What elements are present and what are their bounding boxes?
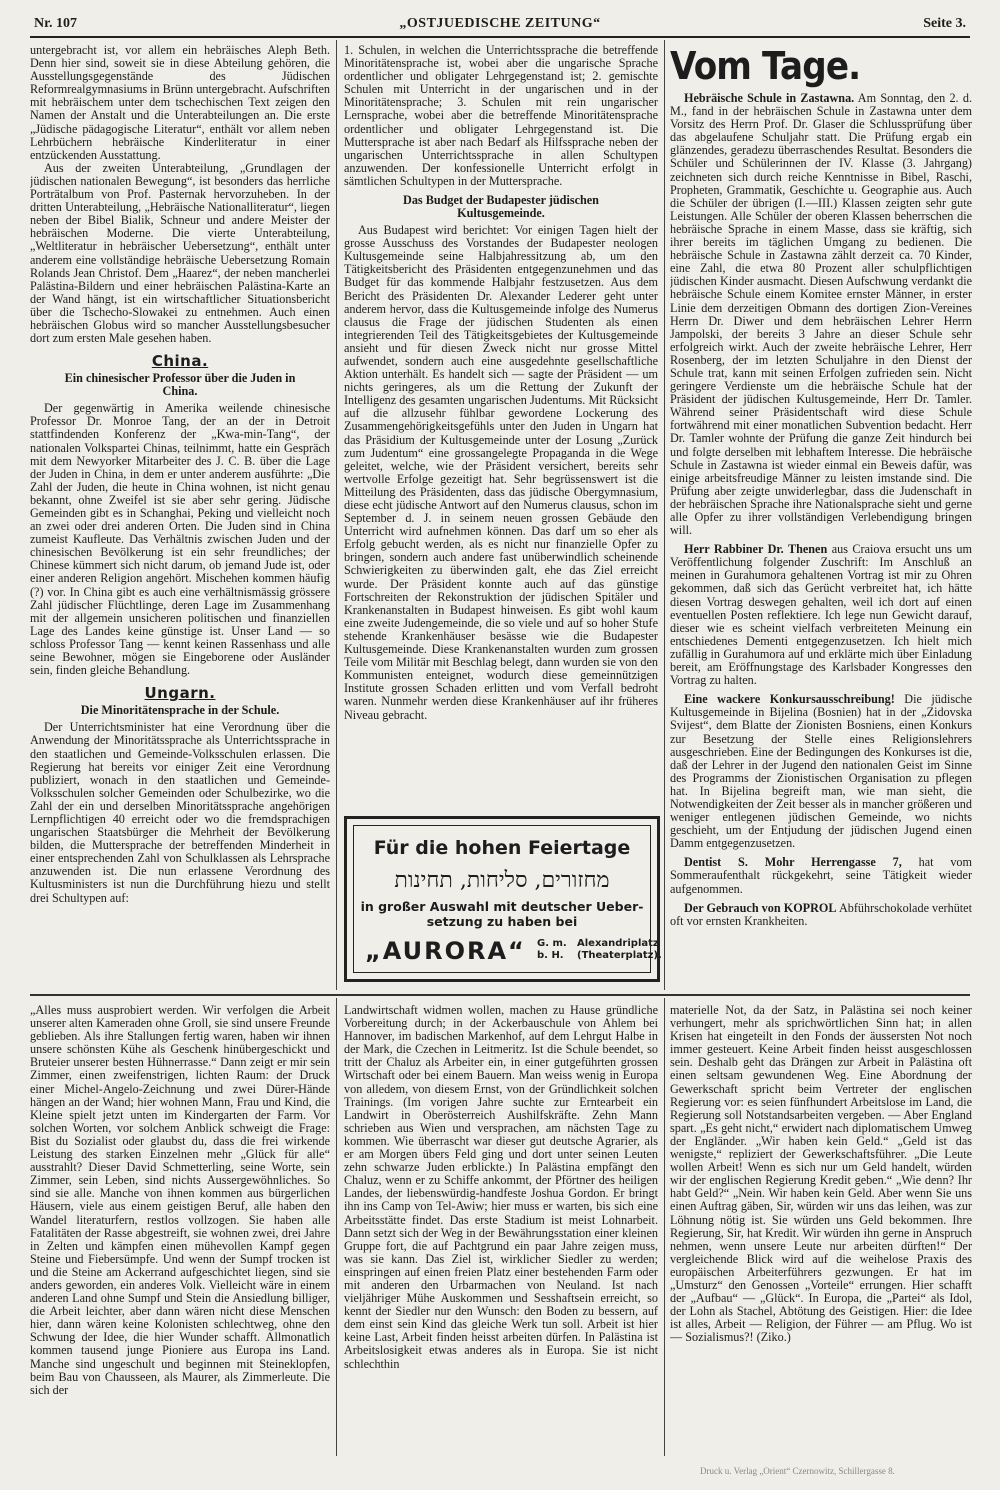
news-lead: Hebräische Schule in Zastawna. bbox=[684, 91, 855, 105]
advertisement-box bbox=[344, 816, 660, 982]
ad-address bbox=[577, 938, 662, 962]
article-paragraph: untergebracht ist, vor allem ein hebräisches Aleph Beth. Denn hier sind, soweit sie in diese Abteilung gehören, die Ausstellungsgegenstände des Jüdischen Reformrealgymnasiums in Brünn untergebracht. Aufschriften mit hebräischem unter dem tschechischen Text zeigen den Namen der Anstalt und die Unterabteilungen an. Die erste „Jüdische pädagogische Literatur“, enthält vor allem neben Lehrbüchern hebräische Kinderliteratur in einer entzückenden Ausstattung. bbox=[30, 44, 330, 162]
news-text: Die jüdische Kultusgemeinde in Bijelina (Bosnien) hat in der „Zidovska Svijest“, dem Blatte der Zionisten Bosniens, einen Konkurs zur Besetzung der Stelle eines Religionslehrers ausgeschrieben. Eine der Bedingungen des Konkurses ist die, daß der Lehrer in der Jugend den nationalen Geist im Sinne des Programms der Zionistischen Organisation zu pflegen hat. In Bijelina begreift man, wie man sieht, die Notwendigkeiten der Zeit besser als in mancher größeren und weniger entlegenen jüdischen Gemeinde, wo nichts geschieht, um der Entjudung der jüdischen Jugend einen Damm entgegenzusetzen. bbox=[670, 692, 972, 851]
article-headline: Ein chinesischer Professor über die Juden in China. bbox=[64, 371, 296, 399]
news-lead: Der Gebrauch von KOPROL bbox=[684, 900, 837, 915]
news-lead: Dentist S. Mohr Herrengasse 7, bbox=[684, 855, 902, 870]
section-heading-china: China. bbox=[151, 352, 209, 371]
article-paragraph: Aus Budapest wird berichtet: Vor einigen Tagen hielt der grosse Ausschuss des Vorstandes der Budapester neologen Kultusgemeinde seine Halbjahressitzung ab, um den Tätigkeitsbericht des Präsidenten entgegenzunehmen und das Budget für das kommende Halbjahr festzusetzen. Aus dem Bericht des Präsidenten Dr. Alexander Lederer geht unter anderem hervor, dass die Kultusgemeinde infolge des Numerus clausus die Frage der jüdischen Studenten als einen integrierenden Teil des Tätigkeitsgebietes der Kultusgemeinde ansieht und für diesen Zweck nicht nur grosse Mittel aufwendet, sondern auch eine ausgedehnte gesellschaftliche Aktion unterhält. Es handelt sich — sagte der Präsident — um nichts geringeres, als um die Rettung der Zukunft der Intelligenz des gesamten ungarischen Judentums. Mit Rücksicht auf die allzusehr fühlbar gewordene Lockerung des Zusammengehörigkeitsgefühls unter den Juden in Ungarn hat das Präsidium der Kultusgemeinde unter der Losung „Zurück zum Judentum“ eine grossangelegte Propaganda in die Wege geleitet, welche, wie der Präsident versichert, bereits sehr wertvolle Erfolge gezeitigt hat. Sehr begrüssenswert ist die Mitteilung des Präsidenten, dass das jüdische Obergymnasium, diese echt jüdische Antwort auf den Numerus clausus, schon im September d. J. in seinem neuen grossen Gebäude den Unterricht wird aufnehmen können. Das darf um so eher als Erfolg gebucht werden, als es nicht nur finanzielle Opfer zu bringen, sondern auch andere fast unüberwindlich scheinende Schwierigkeiten zu überwinden galt, ehe das Ziel erreicht wurde. Der Präsident konnte auch auf das günstige Fortschreiten der Rekonstruktion der jüdischen Spitäler und Krankenanstalten in Budapest hinweisen. Es gibt wohl kaum eine zweite Judengemeinde, die so viele und auf so hoher Stufe stehende Krankenhäuser besässe wie die Budapester Kultusgemeinde. Diese Krankenanstalten wurden zum grossen Teile vom Militär mit Beschlag belegt, dann wurden sie von den Kommunisten enteignet, wodurch diese gemeinnützigen Institute grossen Schaden erlitten und vom Verfall bedroht waren. Nunmehr werden diese Krankenhäuser auf ihr früheres Niveau gebracht. bbox=[344, 223, 658, 722]
article-headline: Die Minoritätensprache in der Schule. bbox=[80, 703, 280, 718]
feuilleton-column-2 bbox=[344, 1004, 658, 1456]
ad-address-line: (Theaterplatz). bbox=[577, 950, 662, 961]
news-text: Abführschokolade verhütet oft vor ernsten Krankheiten. bbox=[670, 900, 972, 928]
news-lead: Eine wackere Konkursausschreibung! bbox=[684, 692, 895, 707]
feuilleton-column-3 bbox=[670, 1004, 972, 1456]
horizontal-divider bbox=[30, 994, 970, 996]
column-rule bbox=[664, 40, 665, 990]
column-rule bbox=[664, 998, 665, 1456]
page-number: Seite 3. bbox=[923, 16, 966, 31]
news-lead: Herr Rabbiner Dr. Thenen bbox=[684, 542, 828, 557]
news-item bbox=[670, 902, 972, 928]
column-2 bbox=[344, 44, 658, 804]
column-rule bbox=[336, 998, 337, 1456]
news-text: aus Craiova ersucht uns um Veröffentlichung folgender Zuschrift: Im Anschluß an meinen in Gurahumora gehaltenen Vortrag ist mir zu Ohren gekommen, daß sich das Gerücht verbreitet hat, ich hätte diesen Vortrag deswegen gehalten, weil ich dort auf einen eventuellen Posten reflektiere. Ich lege nun Gewicht darauf, dieser wie es scheint vielfach verbreiteten Meinung ein entschiedenes Dementi entgegenzusetzen. Ich hielt mich zufällig in Gurahumora auf und erklärte mich über Einladung bereit, am Eröffnungstage des Karlsbader Kongresses den Vortrag zu halten. bbox=[670, 542, 972, 688]
news-text: Am Sonntag, den 2. d. M., fand in der hebräischen Schule in Zastawna unter dem Vorsitz des Herrn Prof. Dr. Glaser die Schlussprüfung über das abgelaufene Schuljahr statt. Die Prüfung ergab ein glänzendes, geradezu überraschendes Resultat. Besonders die Schüler und Schülerinnen der IV. Klasse (3. Jahrgang) zeichneten sich durch reiche Kenntnisse in Bibel, Raschi, Propheten, Grammatik, Geschichte u. Geographie aus. Auch die Schüler der übrigen (I.—III.) Klassen zeigten sehr gute Leistungen. Alle Schüler der oberen Klassen beherrschen die hebräische Sprache in einem Masse, dass sie kräftig, sich ihrer bereits im täglichen Umgang zu bedienen. Die hebräische Schule in Zastawna zählt derzeit ca. 70 Kinder, eine Zahl, die etwa 80 Prozent aller schulpflichtigen jüdischen Kinder ausmacht. Diesen Aufschwung verdankt die hebräische Schule einem Komitee ernster Männer, in erster Linie dem derzeitigen Obmann des dortigen Zion-Vereines Herrn Dr. Diwer und dem hebräischen Lehrer Herrn Jampolski, der bereits 3 Jahre an dieser Schule sehr erfolgreich wirkt. Auch der zweite hebräische Lehrer, Herr Rosenberg, der im letzten Schuljahre in den Dienst der Schule trat, kann mit seinen Erfolgen zufrieden sein. Nicht geringere Verdienste um die hebräische Schule hat der Präsident der jüdischen Kultusgemeinde, Herr Dr. Tamler. Während seiner Präsidentschaft wird diese Schule fortwährend mit einer monatlichen Subvention bedacht. Herr Dr. Tamler wohnte der Prüfung die ganze Zeit hindurch bei und folgte derselben mit lebhaftem Interesse. Die hebräische Schule in Zastawna ist wieder einmal ein Beweis dafür, was einige arbeitsfreudige Männer zu leisten imstande sind. Die Prüfung aber zeigte unwiderlegbar, dass die Judenschaft in der hebräischen Sprache ihre Nationalsprache sieht und gerne alle Opfer zu ihrer vollständigen Verlebendigung bringen will. bbox=[670, 91, 972, 538]
page-header bbox=[30, 14, 970, 38]
article-paragraph: Landwirtschaft widmen wollen, machen zu Hause gründliche Vorbereitung durch; in der Ackerbauschule von Ahlem bei Hannover, im badischen Markenhof, auf dem Lehrgut Halbe in der Mark, die Czechen in Leitmeritz. Ist die Schule beendet, so tritt der Chaluz als Arbeiter ein, in einer gutgeführten grossen Wirtschaft oder bei einem Bauern. Man weiss wenig in Europa von alledem, von diesem Ernst, von der Gründlichkeit solchen Trainings. (Im vorigen Jahre suchte zur Erntearbeit ein Landwirt in Oberösterreich Aushilfskräfte. Zehn Mann schrieben aus Wien und versprachen, am nächsten Tage zu kommen. Wie überrascht war dieser gut deutsche Agrarier, als er am Morgen übers Feld ging und dort unter seinen Leuten zehn schwarze Juden erblickte.) In Palästina empfängt den Chaluz, wenn er zu Schiffe ankommt, der Pförtner des heiligen Landes, der liebenswürdig-handfeste Joshua Gordon. Er bringt ihn ins Camp von Tel-Awiw; hier muss er warten, bis sich eine Arbeitsstätte findet. Das erste Stadium ist meist Lohnarbeit. Dann setzt sich der Weg in der Bewährungsstation einer kleinen Gruppe fort, die auf Pachtgrund ein paar Jahre zeigen muss, was sie kann. Das Ziel ist, wirklicher Siedler zu werden; einspringen auf einen freien Platz einer bestehenden Farm oder mit anderen den Urbarmachen von Neuland. Ist nach vieljähriger Mühe Auskommen und Sesshaftsein erreicht, so kennt der Siedler nur den Wunsch: den Boden zu bessern, auf dem einst sein Kind das gleiche Werk tun soll. Arbeit ist hier keine Last, Arbeit finden heisst arbeiten dürfen. In Palästina ist Arbeitslosigkeit etwas anderes als in Europa. Sie ist nicht schlechthin bbox=[344, 1004, 658, 1371]
section-heading-ungarn: Ungarn. bbox=[144, 684, 216, 703]
news-item bbox=[670, 693, 972, 850]
ad-body-line: in großer Auswahl mit deutscher Ueber- bbox=[360, 899, 644, 914]
news-item bbox=[670, 543, 972, 687]
ad-brand: „AURORA“ bbox=[365, 937, 526, 965]
news-item bbox=[670, 92, 972, 537]
printer-imprint: Druck u. Verlag „Orient“ Czernowitz, Schillergasse 8. bbox=[700, 1466, 895, 1476]
section-title-vom-tage: Vom Tage. bbox=[670, 44, 861, 88]
masthead-title: „OSTJUEDISCHE ZEITUNG“ bbox=[399, 16, 601, 31]
column-1 bbox=[30, 44, 330, 990]
news-text: hat vom Sommeraufenthalt rückgekehrt, seine Tätigkeit wieder aufgenommen. bbox=[670, 855, 972, 896]
ad-hebrew-line: מחזורים, סליחות, תחינות bbox=[394, 868, 610, 893]
feuilleton-column-1 bbox=[30, 1004, 330, 1456]
ad-headline: Für die hohen Feiertage bbox=[373, 837, 631, 859]
article-paragraph: Der Unterrichtsminister hat eine Verordnung über die Anwendung der Minoritätssprache als Unterrichtssprache in den staatlichen und Gemeinde-Volksschulen erlassen. Die Regierung hat bereits vor einiger Zeit eine Verordnung publiziert, wonach in den staatlichen und Gemeinde-Volksschulen solcher Gemeinden oder Schulbezirke, wo die Zahl der ein und derselben Minoritätssprache angehörigen Lernpflichtigen 40 erreicht oder wo die fremdsprachigen ungarischen Staatsbürger die Mehrheit der Bevölkerung bilden, die Muttersprache der betreffenden Minderheit in einer entsprechenden Zahl von Schulklassen als Lehrsprache anzuwenden ist. Die nun erlassene Verordnung des Kultusministers ist nun die Durchführung hiezu und stellt drei Schultypen auf: bbox=[30, 720, 330, 905]
article-paragraph: 1. Schulen, in welchen die Unterrichtssprache die betreffende Minoritätensprache ist, wobei aber die ungarische Sprache ordentlicher und obligater Lehrgegenstand ist; 2. gemischte Schulen mit Unterricht in der ungarischen und in der Minoritätensprache; 3. Schulen mit rein ungarischer Lernsprache, wobei aber die betreffende Minoritätensprache ordentlicher und obligater Lehrgegenstand ist. Die Muttersprache ist aber nach Bedarf als Hilfssprache neben der ungarischen Unterrichtssprache in allen Schultypen anzuwenden. Der konfessionelle Unterricht erfolgt in sämtlichen Schultypen in der Muttersprache. bbox=[344, 44, 658, 188]
news-item bbox=[670, 856, 972, 895]
column-rule bbox=[336, 40, 337, 990]
ad-body-line: setzung zu haben bei bbox=[426, 914, 578, 929]
article-paragraph: Aus der zweiten Unterabteilung, „Grundlagen der jüdischen nationalen Bewegung“, ist besonders das herrliche Porträtalbum von Prof. Pasternak hervorzuheben. In der dritten Unterabteilung, „Hebräische Nationalliteratur“, liegen neben der Bibel Bialik, Schneur und andere Meister der hebräischen Moderne. Die vierte Unterabteilung, „Weltliteratur in hebräischer Uebersetzung“, enthält unter anderem eine vollständige hebräische Uebersetzung Romain Rolands Jean Christof. Dem „Haarez“, der neben mancherlei Palästina-Bildern und einer hebräischen Palästina-Karte an der Wand hängt, ist ein wirtschaftlicher Situationsbericht über die Tschecho-Slowakei zu entnehmen. Auch einen hebräischen Globus wird so mancher Ausstellungsbesucher dort zum ersten Male gesehen haben. bbox=[30, 160, 330, 346]
ad-address-line: Alexandriplatz bbox=[577, 938, 659, 949]
article-paragraph: materielle Not, da der Satz, in Palästina sei noch keiner verhungert, mehr als sprichwörtlichen Sinn hat; in allen Krisen hat eingeteilt in den Fonds der äussersten Not noch immer gesteuert. Keine Arbeit finden heisst ausgeschlossen sein. Deshalb geht das Drängen zur Arbeit in Palästina oft einen seltsam gewundenen Weg. Eine Abordnung der Gewerkschaft spricht beim Vertreter der englischen Regierung vor: es seien fünfhundert Arbeitslose im Land, die Regierung soll Notstandsarbeiten vergeben. — Aber England spart. „Es geht nicht,“ erwidert nach diplomatischem Umweg der Engländer. „Wir haben kein Geld.“ „Geld ist das wenigste,“ repliziert der Gewerkschaftsführer. „Die Leute wollen Arbeit! Wenn es sich nur um Geld handelt, würden wir der englischen Regierung Kredit geben.“ „Wie denn? Ihr habt Geld?“ „Nein. Wir haben kein Geld. Aber wenn Sie uns einen Auftrag gäben, Sir, würden wir uns das leihen, was zur Löhnung nötig ist. Sie würden uns Geld bekommen. Ihre Regierung, Sir, hat Kredit. Wir würden ihn gerne in Anspruch nehmen, wenn unsere Leute nur arbeiten dürften!“ Der vergleichende Blick wird auf die weihelose Praxis des europäischen Arbeiterführers gezwungen. Er hat im „Umsturz“ den Genossen „Vorteile“ errungen. Hier schafft der „Aufbau“ — „Glück“. In Europa, die „Partei“ als Idol, der Lohn als Stachel, Abtötung des Geistigen. Hier: die Idee ist alles, Arbeit — Religion, der Führer — am Pflug. Wo ist — Sozialismus?! (Ziko.) bbox=[670, 1004, 972, 1345]
article-paragraph: Der gegenwärtig in Amerika weilende chinesische Professor Dr. Monroe Tang, der an der in Detroit stattfindenden Konferenz der „Kwa-min-Tang“, der nationalen Volkspartei Chinas, teilnimmt, hatte ein Gespräch mit dem Newyorker Mitarbeiter des J. C. B. über die Lage der Juden in China, in dem er unter anderem ausführte: „Die Zahl der Juden, die heute in China wohnen, ist nicht genau bekannt, ohne Zweifel ist sie aber sehr gering. Jüdische Gemeinden gibt es in Schanghai, Peking und vielleicht noch an zwei oder drei anderen Orten. Die Juden sind in China zumeist Kaufleute. Das Verhältnis zwischen Juden und der chinesischen Bevölkerung ist ein sehr freundliches; der Chinese kümmert sich nicht darum, ob jemand Jude ist, oder einer anderen Religion angehört. Mischehen kommen häufig (?) vor. In China gibt es auch eine verhältnismässig grössere Zahl jüdischer Flüchtlinge, deren Lage im Zusammenhang mit der allgemein unsicheren politischen und finanziellen Lage des Landes keine günstige ist. Unser Land — so schloss Professor Tang — kennt keinen Rassenhass und alle seine Bewohner, mögen sie Eingeborene oder Ausländer sein, finden gleiche Behandlung. bbox=[30, 401, 330, 678]
ad-company-form bbox=[537, 938, 567, 962]
article-paragraph: „Alles muss ausprobiert werden. Wir verfolgen die Arbeit unserer alten Kameraden ohne Groll, sie sind unsere Freunde geblieben. Als ihre Stallungen fertig waren, haben wir ihnen unsere schönsten Kühe als Geschenk hinübergeschickt und Bruteier unserer besten Hühnerrasse.“ Dann zeigt er mir sein Zimmer, einen zweifenstrigen, lichten Raum: der Druck einer Michel-Angelo-Zeichnung und zwei Dürer-Hände hängen an der Wand; hier wohnen Mann, Frau und Kind, die Kleine spielt jetzt unten im Kindergarten der Farm. Vor solchen Worten, vor solchem Anblick schweigt die Frage: Bist du Sozialist oder glaubst du, dass die frei wirkende Leistung des starken Einzelnen mehr „Glück für alle“ ausstrahlt? Dieser David Schmetterling, seine Worte, sein Zimmer, sein Leben, sind nichts Aussergewöhnliches. So sind sie alle. Manche von ihnen kommen aus bürgerlichen Häusern, viele aus einem geistigen Beruf, alle haben den Wandel literaturfern, restlos vollzogen. Sie haben alle Fatalitäten der Rasse abgestreift, sie wohnen zwei, drei Jahre in Zelten und kämpfen einen mühevollen Kampf gegen Steine und Fiebersümpfe. Und wenn der Sumpf trocken ist und die Steine am Ackerrand aufgeschichtet liegen, sind sie anders geworden, ein anderes Volk. Vielleicht wäre in einem anderen Land ohne Sumpf und Stein die Ansiedlung billiger, die Arbeit leichter, aber dann wären nicht diese Menschen hier, dann wären keine Kolonisten schlechtweg, ohne den Schwung der Idee, die hier Wunder schafft. Allmonatlich kommen tausend junge Pioniere aus Europa ins Land. Manche sind ungeschult und beginnen mit Steineklopfen, beim Bau von Chausseen, als Maurer, als Zimmerleute. Die sich der bbox=[30, 1004, 330, 1397]
issue-number: Nr. 107 bbox=[34, 16, 78, 31]
ad-body bbox=[347, 899, 657, 929]
column-3 bbox=[670, 44, 972, 990]
article-headline: Das Budget der Budapester jüdischen Kultusgemeinde. bbox=[403, 193, 599, 221]
ad-gm-line: G. m. bbox=[537, 938, 567, 949]
ad-gm-line: b. H. bbox=[537, 950, 564, 961]
